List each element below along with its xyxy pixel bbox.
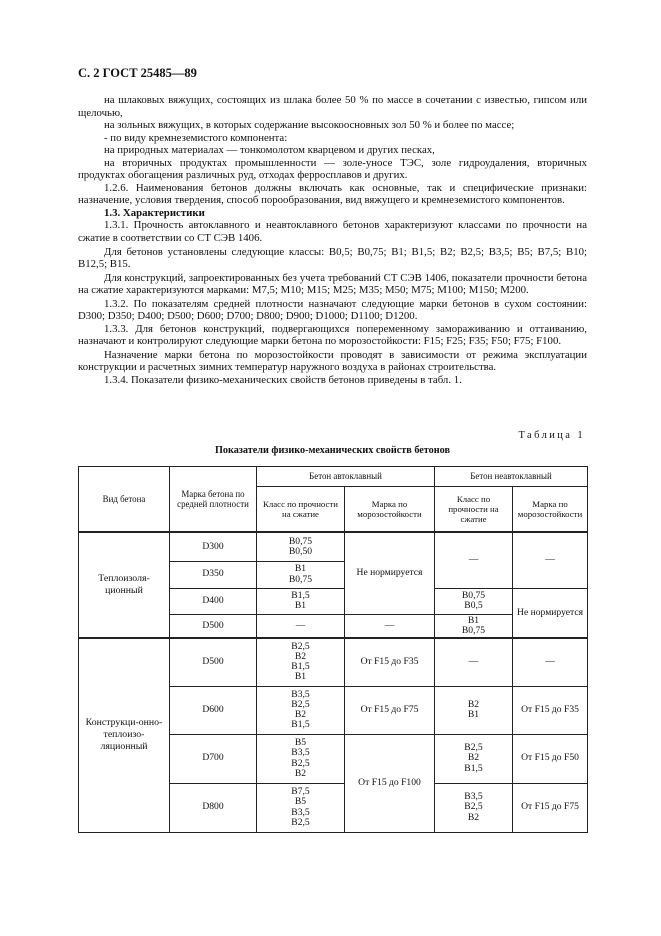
- auto-frost-cell: От F15 до F100: [345, 734, 435, 832]
- non-class-cell: —: [435, 638, 513, 686]
- kind-structural-insulating: Конструкци-онно-теплоизо-ляционный: [79, 638, 170, 832]
- non-frost-cell: —: [513, 638, 588, 686]
- non-frost-cell: От F15 до F75: [513, 783, 588, 832]
- header-non-class: Класс по прочности на сжатие: [435, 487, 513, 533]
- auto-class-cell: В3,5 В2,5 В2 В1,5: [257, 686, 345, 734]
- density-cell: D500: [170, 638, 257, 686]
- auto-class-cell: —: [257, 614, 345, 638]
- auto-frost-cell: От F15 до F75: [345, 686, 435, 734]
- table-label: Таблица 1: [518, 430, 585, 441]
- paragraph: на зольных вяжущих, в которых содержание высокоосновных зол 50 % и более по массе;: [104, 119, 515, 132]
- properties-table: [78, 466, 588, 833]
- paragraph: 1.3.1. Прочность автоклавного и неавтоклавного бетонов характеризуют классами по прочности на сжатие в соответствии со СТ СЭВ 1406.: [78, 219, 587, 245]
- auto-class-cell: В1,5 В1: [257, 588, 345, 614]
- paragraph: 1.3.4. Показатели физико-механических свойств бетонов приведены в табл. 1.: [104, 374, 462, 387]
- density-cell: D800: [170, 783, 257, 832]
- density-cell: D500: [170, 614, 257, 638]
- density-cell: D300: [170, 532, 257, 561]
- non-class-cell: —: [435, 532, 513, 588]
- auto-frost-cell: —: [345, 614, 435, 638]
- header-auto-class: Класс по прочности на сжатие: [257, 487, 345, 533]
- auto-class-cell: В2,5 В2 В1,5 В1: [257, 638, 345, 686]
- table-title: Показатели физико-механических свойств бетонов: [214, 445, 450, 456]
- paragraph: - по виду кремнеземистого компонента:: [104, 131, 288, 144]
- paragraph: Для бетонов установлены следующие классы: В0,5; В0,75; В1; В1,5; В2; В2,5; В3,5; В5; В7,5; В10; В12,5; В15.: [78, 245, 587, 271]
- page-header: С. 2 ГОСТ 25485—89: [78, 66, 197, 80]
- kind-insulating: Теплоизоля-ционный: [79, 532, 170, 638]
- non-frost-cell: Не нормируется: [513, 588, 588, 638]
- density-cell: D700: [170, 734, 257, 783]
- non-class-cell: В1 В0,75: [435, 614, 513, 638]
- auto-frost-cell: Не нормируется: [345, 532, 435, 614]
- paragraph: Назначение марки бетона по морозостойкости проводят в зависимости от режима эксплуатации конструкции и расчетных зимних температур наружного воздуха в районах строительства.: [78, 348, 587, 374]
- header-non-frost: Марка по морозостойкости: [513, 487, 588, 533]
- paragraph: 1.3.2. По показателям средней плотности назначают следующие марки бетонов в сухом состоянии: D300; D350; D400; D500; D600; D700; D800; D900; D1000; D1100; D1200.: [78, 297, 587, 323]
- section-heading: 1.3. Характеристики: [104, 206, 205, 219]
- non-frost-cell: От F15 до F50: [513, 734, 588, 783]
- header-density: Марка бетона по средней плотности: [170, 467, 257, 533]
- non-class-cell: В2,5 В2 В1,5: [435, 734, 513, 783]
- density-cell: D350: [170, 561, 257, 588]
- header-autoclave: Бетон автоклавный: [257, 467, 435, 487]
- non-class-cell: В2 В1: [435, 686, 513, 734]
- auto-class-cell: В1 В0,75: [257, 561, 345, 588]
- density-cell: D600: [170, 686, 257, 734]
- header-kind: Вид бетона: [79, 467, 170, 533]
- non-class-cell: В3,5 В2,5 В2: [435, 783, 513, 832]
- auto-class-cell: В7,5 В5 В3,5 В2,5: [257, 783, 345, 832]
- header-non-autoclave: Бетон неавтоклавный: [435, 467, 588, 487]
- paragraph: 1.3.3. Для бетонов конструкций, подвергающихся попеременному замораживанию и оттаиванию, назначают и контролируют следующие марки бетона по морозостойкости: F15; F25; F35; F50; F75; F100.: [78, 322, 587, 348]
- non-frost-cell: От F15 до F35: [513, 686, 588, 734]
- paragraph: на шлаковых вяжущих, состоящих из шлака более 50 % по массе в сочетании с известью, гипсом или щелочью,: [78, 94, 587, 119]
- paragraph: 1.2.6. Наименования бетонов должны включать как основные, так и специфические признаки: назначение, условия твердения, способ порообразования, вид вяжущего и кремнеземистого компонентов.: [78, 181, 587, 207]
- document-body: [78, 94, 587, 387]
- paragraph: Для конструкций, запроектированных без учета требований СТ СЭВ 1406, показатели прочности бетона на сжатие характеризуются марками: М7,5; М10; М15; М25; М35; М50; М75; М100; М150; М200.: [78, 271, 587, 297]
- header-auto-frost: Марка по морозостойкости: [345, 487, 435, 533]
- non-frost-cell: —: [513, 532, 588, 588]
- paragraph: на природных материалах — тонкомолотом кварцевом и других песках,: [104, 144, 435, 157]
- density-cell: D400: [170, 588, 257, 614]
- non-class-cell: В0,75 В0,5: [435, 588, 513, 614]
- auto-class-cell: В5 В3,5 В2,5 В2: [257, 734, 345, 783]
- auto-class-cell: В0,75 В0,50: [257, 532, 345, 561]
- auto-frost-cell: От F15 до F35: [345, 638, 435, 686]
- paragraph: на вторичных продуктах промышленности — золе-уносе ТЭС, золе гидроудаления, вторичных продуктах обогащения различных руд, отходах ферросплавов и других.: [78, 156, 587, 182]
